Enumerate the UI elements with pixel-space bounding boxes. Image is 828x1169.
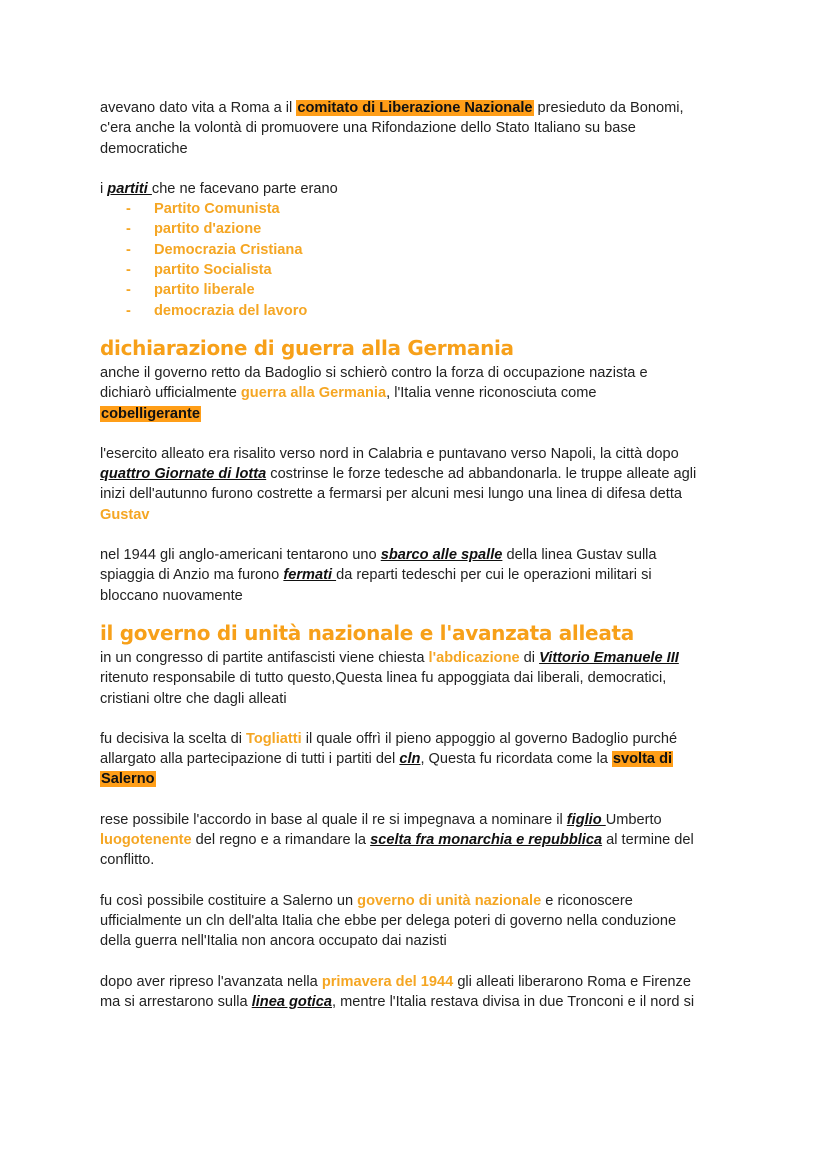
heading-national-unity: il governo di unità nazionale e l'avanzata alleata: [100, 620, 634, 645]
list-item: - democrazia del lavoro: [126, 302, 308, 319]
paragraph-advance: dopo aver ripreso l'avanzata nella primavera del 1944 gli alleati liberarono Roma e Firenze ma si arrestarono sulla linea gotica, mentre l'Italia restava divisa in due Tronconi e il nord si: [100, 973, 695, 1010]
paragraph-cln: avevano dato vita a Roma a il comitato di Liberazione Nazionale presieduto da Bonomi, c'era anche la volontà di promuovere una Rifondazione dello Stato Italiano su base democratiche: [100, 100, 684, 157]
paragraph-war: anche il governo retto da Badoglio si schierò contro la forza di occupazione nazista e dichiarò ufficialmente guerra alla Germania, l'Italia venne riconosciuta come cobelligerante: [100, 364, 648, 422]
paragraph-agreement: rese possibile l'accordo in base al quale il re si impegnava a nominare il figlio Umberto luogotenente del regno e a rimandare la scelta fra monarchia e repubblica al termine del conflitto.: [100, 811, 694, 869]
list-item: - Democrazia Cristiana: [126, 241, 303, 258]
paragraph-army: l'esercito alleato era risalito verso nord in Calabria e puntavano verso Napoli, la città dopo quattro Giornate di lotta costrinse le forze tedesche ad abbandonarla. le truppe alleate agli inizi dell'autunno furono costrette a fermarsi per alcuni mesi lungo una linea di difesa detta Gustav: [100, 445, 697, 523]
heading-war-germany: dichiarazione di guerra alla Germania: [100, 335, 514, 360]
list-item: - partito Socialista: [126, 262, 272, 279]
highlight-cobelligerante: cobelligerante: [101, 405, 200, 422]
paragraph-anzio: nel 1944 gli anglo-americani tentarono uno sbarco alle spalle della linea Gustav sulla spiaggia di Anzio ma furono fermati da reparti tedeschi per cui le operazioni militari si bloccano nuovamente: [100, 547, 657, 604]
paragraph-government: fu così possibile costituire a Salerno un governo di unità nazionale e riconoscere ufficialmente un cln dell'alta Italia che ebbe per delega poteri di governo nella conduzione della guerra nell'Italia non ancora occupato dai nazisti: [100, 892, 677, 950]
parties-intro: i partiti che ne facevano parte erano: [100, 180, 338, 197]
list-item: - partito d'azione: [126, 221, 262, 238]
parties-list: [100, 199, 730, 321]
term-partiti: partiti: [107, 180, 152, 197]
list-item: - Partito Comunista: [126, 201, 280, 218]
paragraph-togliatti: fu decisiva la scelta di Togliatti il quale offrì il pieno appoggio al governo Badoglio purché allargato alla partecipazione di tutti i partiti del cln, Questa fu ricordata come la svolta di Salerno: [100, 730, 678, 788]
highlight-svolta: svolta di: [612, 751, 673, 768]
document-body: [100, 98, 730, 1012]
paragraph-abdication: in un congresso di partite antifascisti viene chiesta l'abdicazione di Vittorio Emanuele III ritenuto responsabile di tutto questo,Questa linea fu appoggiata dai liberali, democratici, cristiani oltre che dagli alleati: [100, 649, 679, 707]
list-item: - partito liberale: [126, 282, 255, 299]
highlight-cln: comitato di Liberazione Nazionale: [297, 100, 533, 116]
highlight-salerno: Salerno: [101, 771, 155, 788]
